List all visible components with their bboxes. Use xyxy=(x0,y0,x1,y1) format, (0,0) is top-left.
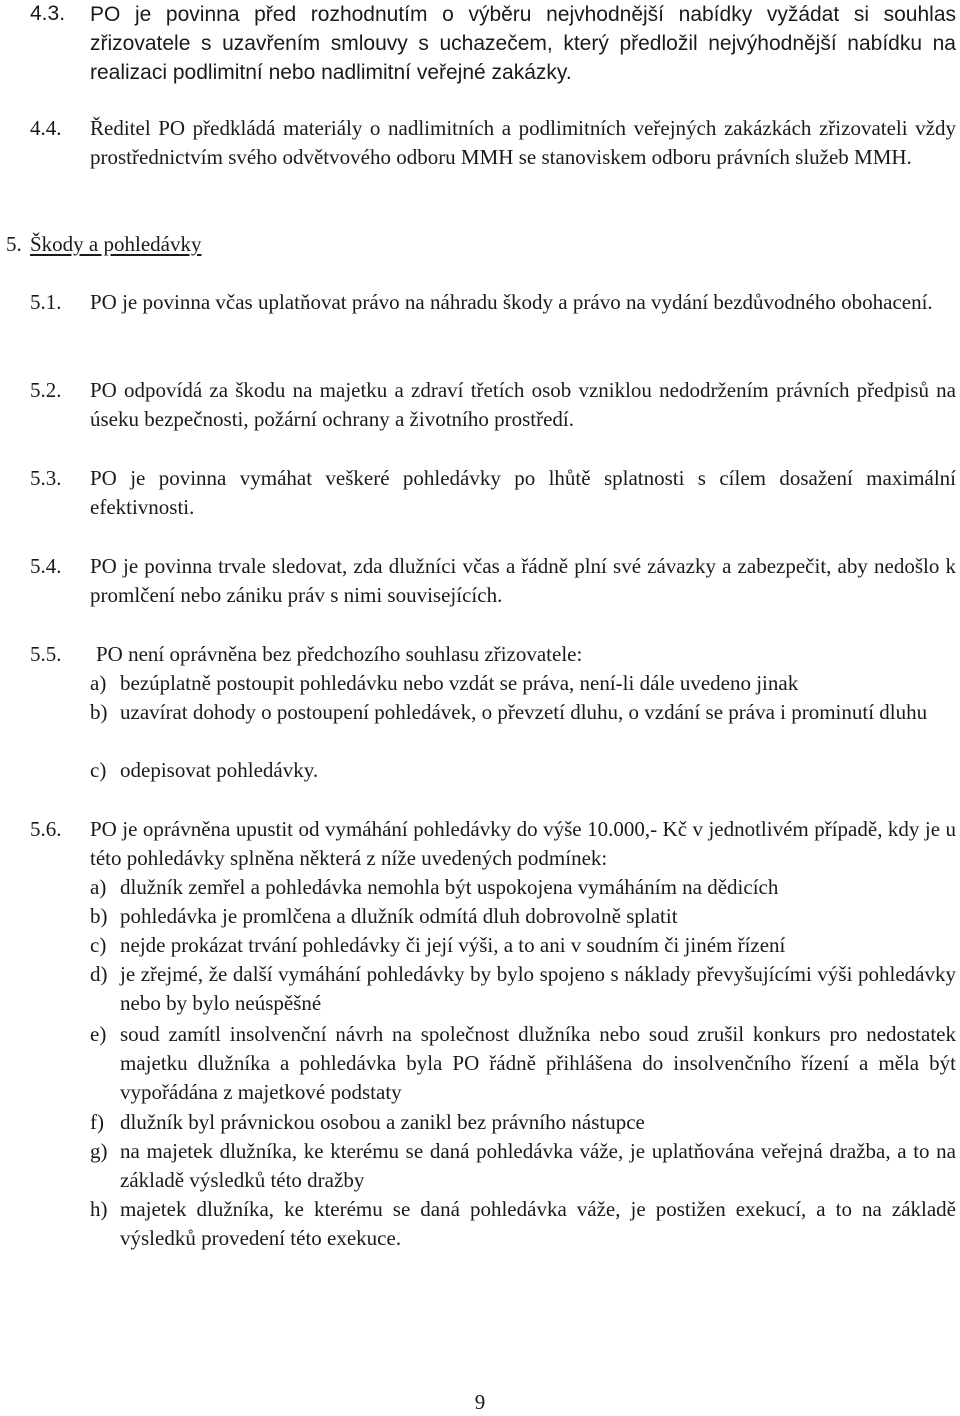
list-item-text: nejde prokázat trvání pohledávky či její výši, a to ani v soudním či jiném řízení xyxy=(120,933,786,957)
section-number: 4.4. xyxy=(30,116,62,140)
heading-number: 5. xyxy=(6,232,22,256)
section-text: PO je povinna před rozhodnutím o výběru nejvhodnější nabídky vyžádat si souhlas zřizovatele s uzavřením smlouvy s uchazečem, který předložil nejvýhodnější nabídku na realizaci podlimitní nebo nadlimitní veřejné zakázky. xyxy=(90,3,956,84)
list-item-label: a) xyxy=(90,875,107,899)
section-text: PO je povinna trvale sledovat, zda dlužníci včas a řádně plní své závazky a zabezpečit, aby nedošlo k promlčení nebo zániku práv s nimi souvisejících. xyxy=(90,554,956,607)
list-item-label: b) xyxy=(90,904,108,928)
section-intro: PO není oprávněna bez předchozího souhlasu zřizovatele: xyxy=(96,642,583,666)
list-item-text: dlužník zemřel a pohledávka nemohla být uspokojena vymáháním na dědicích xyxy=(120,875,779,899)
page-number: 9 xyxy=(474,1390,486,1414)
list-item-text: uzavírat dohody o postoupení pohledávek, o převzetí dluhu, o vzdání se práva i prominutí dluhu xyxy=(120,700,928,724)
list-item-text: bezúplatně postoupit pohledávku nebo vzdát se práva, není-li dále uvedeno jinak xyxy=(120,671,799,695)
list-item-label: b) xyxy=(90,700,108,724)
section-title: Škody a pohledávky xyxy=(30,232,202,256)
section-number: 5.3. xyxy=(30,466,62,490)
section-text: Ředitel PO předkládá materiály o nadlimitních a podlimitních veřejných zakázkách zřizovateli vždy prostřednictvím svého odvětvového odboru MMH se stanoviskem odboru právních služeb MMH. xyxy=(90,116,956,169)
list-item-label: c) xyxy=(90,758,107,782)
list-item-label: f) xyxy=(90,1110,104,1134)
section-text: PO je povinna vymáhat veškeré pohledávky po lhůtě splatnosti s cílem dosažení maximální efektivnosti. xyxy=(90,466,956,519)
list-item-text: pohledávka je promlčena a dlužník odmítá dluh dobrovolně splatit xyxy=(120,904,678,928)
list-item-text: majetek dlužníka, ke kterému se daná pohledávka váže, je postižen exekucí, a to na základě výsledků provedení této exekuce. xyxy=(120,1197,956,1250)
list-item-text: dlužník byl právnickou osobou a zanikl bez právního nástupce xyxy=(120,1110,645,1134)
list-item-text: soud zamítl insolvenční návrh na společnost dlužníka nebo soud zrušil konkurs pro nedostatek majetku dlužníka a pohledávka byla PO řádně přihlášena do insolvenčního řízení a měla být vypořádána z majetkové podstaty xyxy=(120,1022,956,1104)
section-number: 5.2. xyxy=(30,378,62,402)
list-item-text: odepisovat pohledávky. xyxy=(120,758,319,782)
list-item-label: g) xyxy=(90,1139,108,1163)
section-text: PO je povinna včas uplatňovat právo na náhradu škody a právo na vydání bezdůvodného obohacení. xyxy=(90,290,933,314)
section-number: 4.3. xyxy=(30,2,66,25)
list-item-label: a) xyxy=(90,671,107,695)
section-number: 5.6. xyxy=(30,817,62,841)
section-number: 5.1. xyxy=(30,290,62,314)
list-item-text: na majetek dlužníka, ke kterému se daná pohledávka váže, je uplatňována veřejná dražba, a to na základě výsledků této dražby xyxy=(120,1139,956,1192)
section-number: 5.4. xyxy=(30,554,62,578)
section-number: 5.5. xyxy=(30,642,62,666)
list-item-label: h) xyxy=(90,1197,108,1221)
list-item-text: je zřejmé, že další vymáhání pohledávky by bylo spojeno s náklady převyšujícími výši pohledávky nebo by bylo neúspěšné xyxy=(120,962,956,1015)
list-item-label: e) xyxy=(90,1022,107,1046)
list-item-label: d) xyxy=(90,962,108,986)
list-item-label: c) xyxy=(90,933,107,957)
section-intro: PO je oprávněna upustit od vymáhání pohledávky do výše 10.000,- Kč v jednotlivém případě, kdy je u této pohledávky splněna některá z níže uvedených podmínek: xyxy=(90,817,956,870)
section-text: PO odpovídá za škodu na majetku a zdraví třetích osob vzniklou nedodržením právních předpisů na úseku bezpečnosti, požární ochrany a životního prostředí. xyxy=(90,378,956,431)
